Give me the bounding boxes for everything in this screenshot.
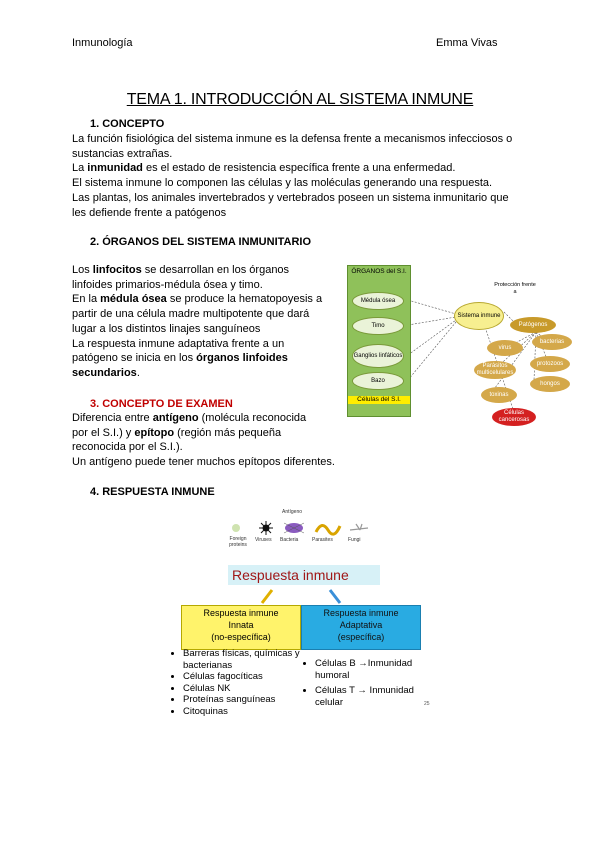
section-4-heading: 4. RESPUESTA INMUNE: [90, 486, 215, 498]
s2-line: linfoides primarios-médula ósea y timo.: [72, 278, 263, 291]
adaptive-title-1: Respuesta inmune: [323, 608, 399, 618]
header-subject: Inmunología: [72, 37, 133, 49]
innate-arrow-icon: [262, 590, 272, 603]
s1-line: sustancias extrañas.: [72, 147, 173, 160]
adaptive-box: [301, 605, 421, 650]
s2-line: secundarios.: [72, 366, 140, 379]
cancer-cells-node: Células cancerosas: [492, 408, 536, 426]
organ-medula-osea: Médula ósea: [352, 292, 404, 310]
branch-arrows: [250, 585, 360, 607]
s1-line: La función fisiológica del sistema inmune es la defensa frente a mecanismos infecciosos o: [72, 133, 513, 145]
s1-line: La inmunidad es el estado de resistencia específica frente a una enfermedad.: [72, 162, 456, 175]
pathogen-hongos: hongos: [530, 376, 570, 392]
adaptive-title-3: (específica): [337, 632, 385, 642]
innate-box: [181, 605, 301, 650]
innate-list: [173, 648, 303, 717]
s1-line: Las plantas, los animales invertebrados y vertebrados poseen un sistema inmunitario que: [72, 191, 509, 204]
section-2-body: [72, 263, 342, 381]
virus-icon: [259, 521, 273, 535]
pathogen-bacterias: bacterias: [532, 334, 572, 350]
section-3-body: [72, 411, 362, 470]
fungi-icon: [350, 524, 368, 530]
organs-panel: [347, 265, 411, 417]
bacteria-icon: [284, 523, 304, 533]
pathogen-virus: virus: [487, 340, 523, 356]
page-title: TEMA 1. INTRODUCCIÓN AL SISTEMA INMUNE: [126, 91, 474, 108]
section-1-body: [72, 132, 542, 220]
section-3-heading: 3. CONCEPTO DE EXAMEN: [90, 398, 233, 410]
organ-bazo: Bazo: [352, 372, 404, 390]
list-item: • Células fagocíticas: [183, 671, 303, 683]
organ-timo: Timo: [352, 317, 404, 335]
list-item: • Células NK: [183, 683, 303, 695]
section-1-heading: 1. CONCEPTO: [90, 118, 165, 130]
s1-line: les defiende frente a patógenos: [72, 206, 227, 219]
antigen-bacteria: Bacteria: [280, 537, 299, 543]
innate-title-2: Innata: [228, 620, 254, 630]
s2-line: lugar a los distintos linajes sanguíneos: [72, 322, 261, 335]
s3-line: por el S.I.) y epítopo (región más pequeña: [72, 426, 282, 439]
corner-mark: 25: [424, 701, 430, 707]
innate-title-1: Respuesta inmune: [203, 608, 279, 618]
protection-label: Protección frente a: [494, 282, 536, 295]
section-2-heading: 2. ÓRGANOS DEL SISTEMA INMUNITARIO: [90, 236, 312, 248]
organs-panel-title: ÓRGANOS del S.I.: [351, 268, 407, 275]
immune-response-title: Respuesta inmune: [228, 565, 380, 585]
foreign-protein-icon: [232, 524, 240, 532]
list-item: • Barreras físicas, químicas y bacterianas: [183, 648, 303, 671]
header-author: Emma Vivas: [436, 37, 498, 49]
cells-footer: Células del S.I.: [348, 396, 410, 404]
antigen-foreign-proteins: Foreign proteins: [229, 536, 247, 548]
parasite-icon: [316, 525, 340, 534]
innate-title-3: (no-específica): [211, 632, 271, 642]
organ-diagram: [344, 262, 565, 423]
antigen-viruses: Viruses: [255, 537, 272, 543]
s3-line: reconocida por el S.I.).: [72, 441, 183, 454]
organ-ganglios: Ganglios linfáticos: [352, 344, 404, 368]
immune-response-diagram: [170, 508, 440, 718]
pathogen-parasitos: Parásitos multicelulares: [474, 361, 516, 379]
adaptive-arrow-icon: [330, 590, 340, 603]
s2-line: En la médula ósea se produce la hematopoyesis a: [72, 293, 323, 306]
antigen-parasites: Parasites: [312, 537, 333, 543]
s3-line: Un antígeno puede tener muchos epítopos diferentes.: [72, 456, 335, 469]
s2-line: partir de una célula madre multipotente que dará: [72, 308, 310, 321]
list-item: • Células T → Inmunidad celular: [315, 685, 437, 708]
list-item: • Proteínas sanguíneas: [183, 694, 303, 706]
s1-line: El sistema inmune lo componen las células y las moléculas generando una respuesta.: [72, 177, 493, 190]
antigen-fungi: Fungi: [348, 537, 361, 543]
s2-line: Los linfocitos se desarrollan en los órganos: [72, 264, 290, 276]
list-item: • Células B →Inmunidad humoral: [315, 658, 437, 681]
pathogen-toxinas: toxinas: [481, 387, 517, 403]
list-item: • Citoquinas: [183, 706, 303, 718]
s2-line: patógeno se inicia en los órganos linfoides: [72, 352, 288, 365]
antigen-label: Antígeno: [282, 509, 303, 515]
adaptive-list: [305, 658, 437, 708]
pathogen-protozoos: protozoos: [530, 356, 570, 372]
pathogens-node: Patógenos: [510, 317, 556, 333]
s2-line: La respuesta inmune adaptativa frente a un: [72, 337, 285, 350]
s3-line: Diferencia entre antígeno (molécula reconocida: [72, 412, 307, 424]
adaptive-title-2: Adaptativa: [339, 620, 383, 630]
sistema-inmune-node: Sistema inmune: [454, 302, 504, 330]
